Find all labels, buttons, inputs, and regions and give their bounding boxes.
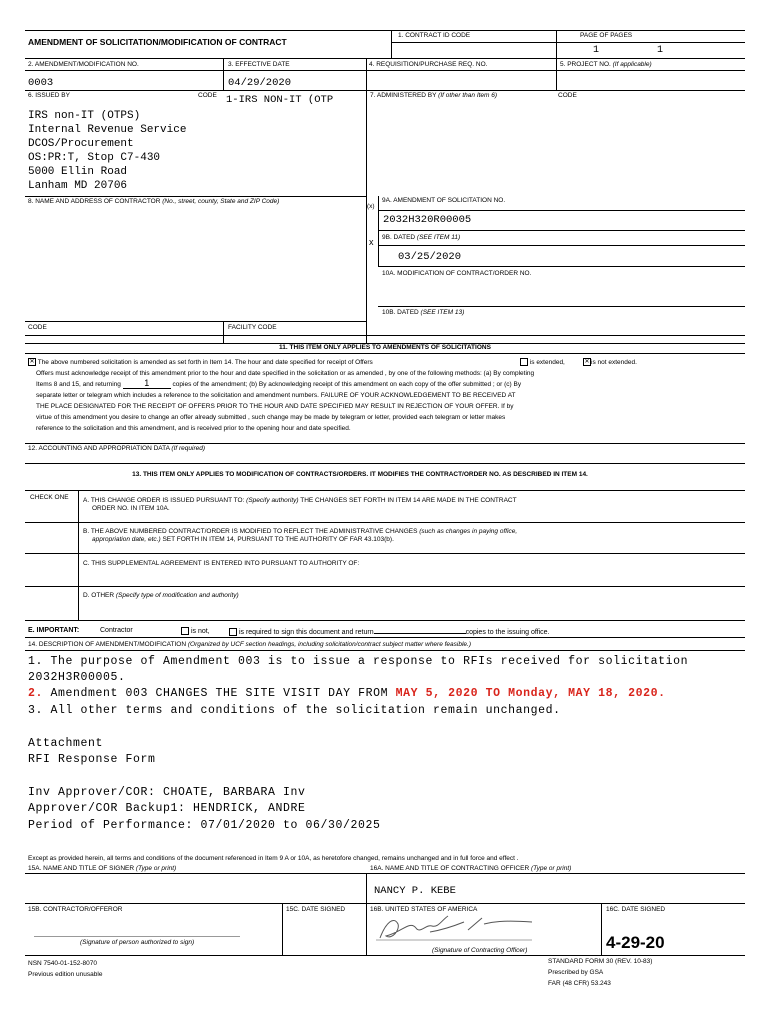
accounting-label: 12. ACCOUNTING AND APPROPRIATION DATA (If required) (28, 445, 206, 452)
amendment-no-label: 2. AMENDMENT/MODIFICATION NO. (28, 61, 139, 68)
description-line-3: 3. All other terms and conditions of the solicitation remain unchanged. (28, 704, 561, 717)
solicitation-amend-label: 9A. AMENDMENT OF SOLICITATION NO. (382, 197, 506, 204)
checkbox-not-extended[interactable]: ✕ (584, 359, 590, 366)
administered-code-label: CODE (558, 92, 577, 99)
effective-date-value: 04/29/2020 (228, 77, 292, 89)
issued-by-label: 6. ISSUED BY (28, 92, 70, 99)
option-a[interactable]: A. THIS CHANGE ORDER IS ISSUED PURSUANT TO: (Specify authority) THE CHANGES SET FORTH IN ITEM 14 ARE MADE IN THE CONTRACT ORDER NO. IN ITEM 10A. (83, 497, 517, 512)
form-title: AMENDMENT OF SOLICITATION/MODIFICATION OF CONTRACT (28, 37, 287, 47)
description-line-2: 2. Amendment 003 CHANGES THE SITE VISIT DAY FROM MAY 5, 2020 TO Monday, MAY 18, 2020. (28, 687, 666, 700)
officer-signature (372, 910, 542, 946)
page-of-pages-label: PAGE OF PAGES (580, 32, 633, 39)
checkbox-extended[interactable] (520, 358, 528, 366)
period-of-performance: Period of Performance: 07/01/2020 to 06/30/2025 (28, 819, 381, 832)
important-row: E. IMPORTANT: Contractor is not, is required to sign this document and return copies to the issuing office. (28, 627, 550, 636)
approver-line-2: Approver/COR Backup1: HENDRICK, ANDRE (28, 802, 306, 815)
attachment-label: Attachment (28, 737, 104, 750)
contractor-date-label: 15C. DATE SIGNED (286, 906, 346, 913)
item11-header: 11. THIS ITEM ONLY APPLIES TO AMENDMENTS OF SOLICITATIONS (279, 344, 491, 351)
officer-name-label: 16A. NAME AND TITLE OF CONTRACTING OFFICER (Type or print) (370, 865, 572, 872)
date-signed-value: 4-29-20 (606, 933, 665, 952)
contractor-signature-line (34, 936, 240, 937)
contractor-label: 8. NAME AND ADDRESS OF CONTRACTOR (No., street, county, State and ZIP Code) (28, 198, 280, 205)
x-mark: x (369, 237, 374, 247)
dated-10b-label: 10B. DATED (SEE ITEM 13) (382, 309, 465, 316)
previous-edition: Previous edition unusable (28, 971, 103, 978)
nsn-number: NSN 7540-01-152-8070 (28, 960, 98, 967)
contract-id-label: 1. CONTRACT ID CODE (398, 32, 471, 39)
checkbox-is-not[interactable] (181, 627, 189, 635)
dated-9b-value: 03/25/2020 (398, 251, 462, 263)
x-column-label: (x) (367, 203, 375, 210)
prescribed-by: Prescribed by GSA (548, 969, 604, 976)
copies-count: 1 (123, 379, 171, 389)
item14-label: 14. DESCRIPTION OF AMENDMENT/MODIFICATION (Organized by UCF section headings, including solicitation/contract subject matter where feasible.) (28, 641, 472, 648)
issuer-address: IRS non-IT (OTPS) Internal Revenue Service DCOS/Procurement OS:PR:T, Stop C7-430 5000 Ellin Road Lanham MD 20706 (28, 110, 187, 192)
administered-by-label: 7. ADMINISTERED BY (If other than Item 6) (370, 92, 498, 99)
officer-signature-caption: (Signature of Contracting Officer) (432, 947, 528, 954)
far-reference: FAR (48 CFR) 53.243 (548, 980, 611, 987)
officer-date-label: 16C. DATE SIGNED (606, 906, 666, 913)
attachment-name: RFI Response Form (28, 753, 156, 766)
page-number: 1 (593, 45, 600, 56)
item13-header: 13. THIS ITEM ONLY APPLIES TO MODIFICATION OF CONTRACTS/ORDERS. IT MODIFIES THE CONTRACT/ORDER NO. AS DESCRIBED IN ITEM 14. (132, 471, 588, 478)
signer-name-label: 15A. NAME AND TITLE OF SIGNER (Type or print) (28, 865, 177, 872)
effective-date-label: 3. EFFECTIVE DATE (228, 61, 290, 68)
checkbox-is-required[interactable] (229, 628, 237, 636)
contractor-offeror-label: 15B. CONTRACTOR/OFFEROR (28, 906, 123, 913)
item11-body: ✕ The above numbered solicitation is amended as set forth in Item 14. The hour and date specified for receipt of Offers is extended, ✕is not extended. Offers must acknowledge receipt of this amendment prior to the hour and date specified in the solicitation or as amended , by one of the following methods: (a) By completing Items 8 and 15, and returning 1 copies of the amendment; (b) By acknowledging receipt of this amendment on each copy of the offer submitted ; or (c) By separate letter or telegram which includes a reference to the solicitation and amendment numbers. FAILURE OF YOUR ACKNOWLEDGEMENT TO BE RECEIVED AT THE PLACE DESIGNATED FOR THE RECEIPT OF OFFERS PRIOR TO THE HOUR AND DATE SPECIFIED MAY RESULT IN REJECTION OF YOUR OFFER. If by virtue of this amendment you desire to change an offer already submitted , such change may be made by telegram or letter, provided each telegram or letter makes reference to the solicitation and this amendment, and is received prior to the opening hour and date specified. (29, 359, 637, 432)
amendment-no-value: 0003 (28, 77, 54, 89)
page-total: 1 (657, 45, 664, 56)
description-line-1b: 2032H3R00005. (28, 671, 126, 684)
issued-code-label: CODE (198, 92, 217, 99)
facility-code-label: FACILITY CODE (228, 324, 277, 331)
check-one-label: CHECK ONE (30, 494, 69, 501)
option-d[interactable]: D. OTHER (Specify type of modification and authority) (83, 592, 239, 599)
requisition-label: 4. REQUISITION/PURCHASE REQ. NO. (369, 61, 488, 68)
solicitation-no-value: 2032H320R00005 (383, 214, 472, 226)
option-c[interactable]: C. THIS SUPPLEMENTAL AGREEMENT IS ENTERED INTO PURSUANT TO AUTHORITY OF: (83, 560, 360, 567)
approver-line-1: Inv Approver/COR: CHOATE, BARBARA Inv (28, 786, 306, 799)
dated-9b-label: 9B. DATED (SEE ITEM 11) (382, 234, 461, 241)
except-statement: Except as provided herein, all terms and conditions of the document referenced in Item 9 A or 10A, as heretofore changed, remains unchanged and in full force and effect . (28, 855, 519, 862)
project-no-label: 5. PROJECT NO. (If applicable) (560, 61, 652, 68)
usa-label: 16B. UNITED STATES OF AMERICA (370, 906, 478, 913)
issued-code-value: 1-IRS NON-IT (OTP (226, 94, 334, 106)
checkbox-amended[interactable]: ✕ (29, 359, 35, 366)
mod-10a-label: 10A. MODIFICATION OF CONTRACT/ORDER NO. (382, 270, 532, 277)
sf30-label: STANDARD FORM 30 (REV. 10-83) (548, 958, 653, 965)
contractor-signature-caption: (Signature of person authorized to sign) (80, 939, 195, 946)
option-b[interactable]: B. THE ABOVE NUMBERED CONTRACT/ORDER IS MODIFIED TO REFLECT THE ADMINISTRATIVE CHANGES (such as changes in paying office, appropriation date, etc.) SET FORTH IN ITEM 14, PURSUANT TO THE AUTHORITY OF FAR 43.103(b). (83, 528, 518, 543)
description-line-1: 1. The purpose of Amendment 003 is to issue a response to RFIs received for solicitation (28, 655, 689, 668)
contractor-code-label: CODE (28, 324, 47, 331)
officer-name: NANCY P. KEBE (374, 885, 456, 897)
